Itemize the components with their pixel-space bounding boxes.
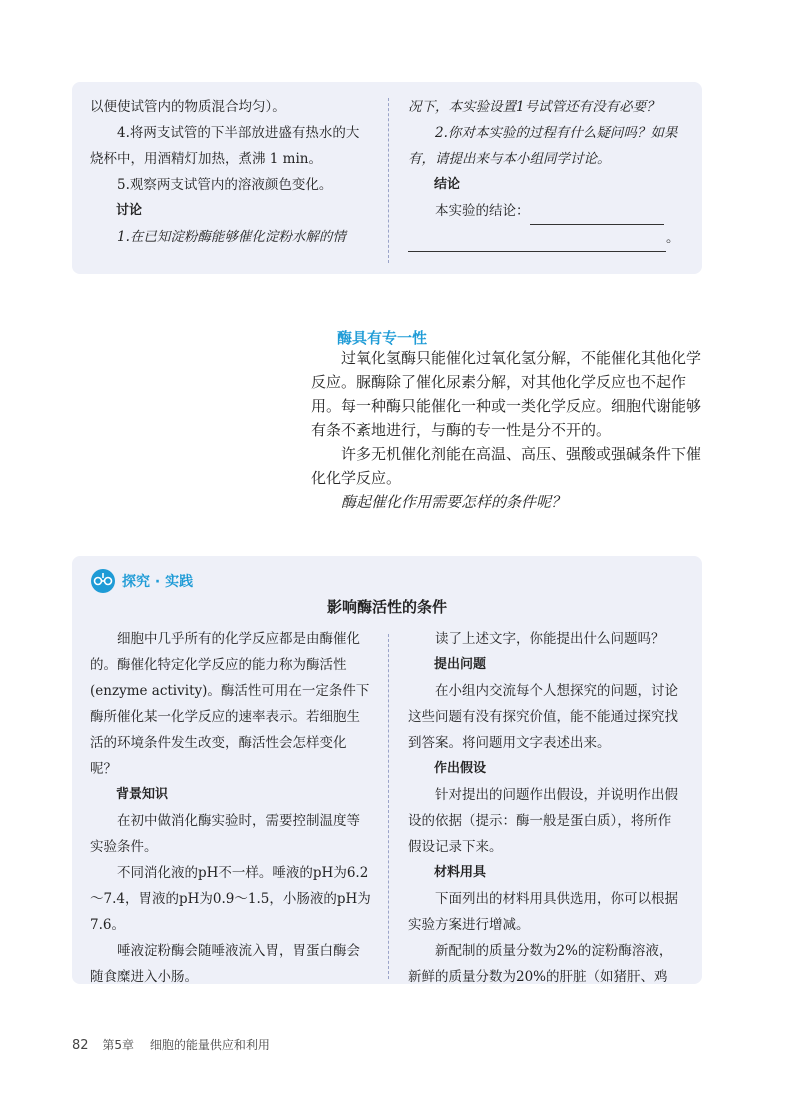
materials-text: 下面列出的材料用具供选用，你可以根据实验方案进行增减。 <box>408 891 678 933</box>
conclusion-blank-1 <box>530 198 664 225</box>
discussion-heading: 讨论 <box>116 203 143 218</box>
background-paragraph-1: 在初中做消化酶实验时，需要控制温度等实验条件。 <box>90 813 360 855</box>
background-paragraph-2: 不同消化液的pH不一样。唾液的pH为6.2～7.4，胃液的pH为0.9～1.5，小肠液的pH为7.6。 <box>90 865 371 933</box>
procedure-step-4: 4.将两支试管的下半部放进盛有热水的大烧杯中，用酒精灯加热，煮沸 1 min。 <box>90 125 360 167</box>
box1-right-column <box>408 94 684 252</box>
background-heading: 背景知识 <box>116 787 169 802</box>
inquiry-practice-box <box>72 556 702 984</box>
section-paragraph-1: 过氧化氢酶只能催化过氧化氢分解，不能催化其他化学反应。脲酶除了催化尿素分解，对其他化学反应也不起作用。每一种酶只能催化一种或一类化学反应。细胞代谢能够有条不紊地进行，与酶的专一性是分不开的。 <box>311 349 702 439</box>
box1-left-column <box>90 94 372 250</box>
inquiry-tag <box>90 568 193 594</box>
discussion-question-1-cont: 况下，本实验设置1号试管还有没有必要？ <box>408 99 660 115</box>
box2-right-column <box>408 626 684 990</box>
chapter-title: 细胞的能量供应和利用 <box>149 1038 270 1052</box>
inquiry-tag-label: 探究 · 实践 <box>122 574 194 590</box>
conclusion-line <box>408 198 684 225</box>
experiment-box-continued <box>72 82 702 274</box>
section-body <box>311 346 703 514</box>
beaker-flask-icon <box>90 568 116 594</box>
page-footer <box>72 1036 270 1053</box>
inquiry-title: 影响酶活性的条件 <box>326 598 447 616</box>
discussion-question-1: 1.在已知淀粉酶能够催化淀粉水解的情 <box>117 229 346 245</box>
procedure-text: 以便使试管内的物质混合均匀）。 <box>90 99 286 115</box>
box2-left-column <box>90 626 372 990</box>
column-divider <box>388 634 389 979</box>
inquiry-intro: 细胞中几乎所有的化学反应都是由酶催化的。酶催化特定化学反应的能力称为酶活性 (enzyme activity)。酶活性可用在一定条件下酶所催化某一化学反应的速率表示。若细胞生活的环境条件发生改变，酶活性会怎样变化呢？ <box>90 631 370 777</box>
section-question: 酶起催化作用需要怎样的条件呢？ <box>341 493 567 511</box>
background-paragraph-3: 唾液淀粉酶会随唾液流入胃，胃蛋白酶会随食糜进入小肠。 <box>90 943 360 985</box>
materials-heading: 材料用具 <box>434 865 487 880</box>
procedure-step-5: 5.观察两支试管内的溶液颜色变化。 <box>117 177 333 193</box>
section-heading: 酶具有专一性 <box>337 329 428 347</box>
discussion-question-2: 2.你对本实验的过程有什么疑问吗？如果有，请提出来与本小组同学讨论。 <box>408 125 678 167</box>
column-divider <box>388 98 389 263</box>
hypothesis-heading: 作出假设 <box>434 761 487 776</box>
chapter-number: 第5章 <box>102 1038 135 1052</box>
question-text: 在小组内交流每个人想探究的问题，讨论这些问题有没有探究价值，能不能通过探究找到答案。将问题用文字表述出来。 <box>408 683 678 751</box>
conclusion-end: 。 <box>666 230 680 246</box>
conclusion-heading: 结论 <box>434 177 461 192</box>
section-paragraph-2: 许多无机催化剂能在高温、高压、强酸或强碱条件下催化化学反应。 <box>311 445 702 487</box>
question-heading: 提出问题 <box>434 657 487 672</box>
prompt-question: 读了上述文字，你能提出什么问题吗？ <box>435 631 665 647</box>
conclusion-label: 本实验的结论： <box>435 203 530 219</box>
hypothesis-text: 针对提出的问题作出假设，并说明作出假设的依据（提示：酶一般是蛋白质），将所作假设记录下来。 <box>408 787 678 855</box>
page-number: 82 <box>72 1038 89 1053</box>
materials-list: 新配制的质量分数为2%的淀粉酶溶液，新鲜的质量分数为20%的肝脏（如猪肝、鸡 <box>408 943 673 985</box>
conclusion-blank-2 <box>408 225 666 252</box>
conclusion-line-2 <box>408 225 684 252</box>
